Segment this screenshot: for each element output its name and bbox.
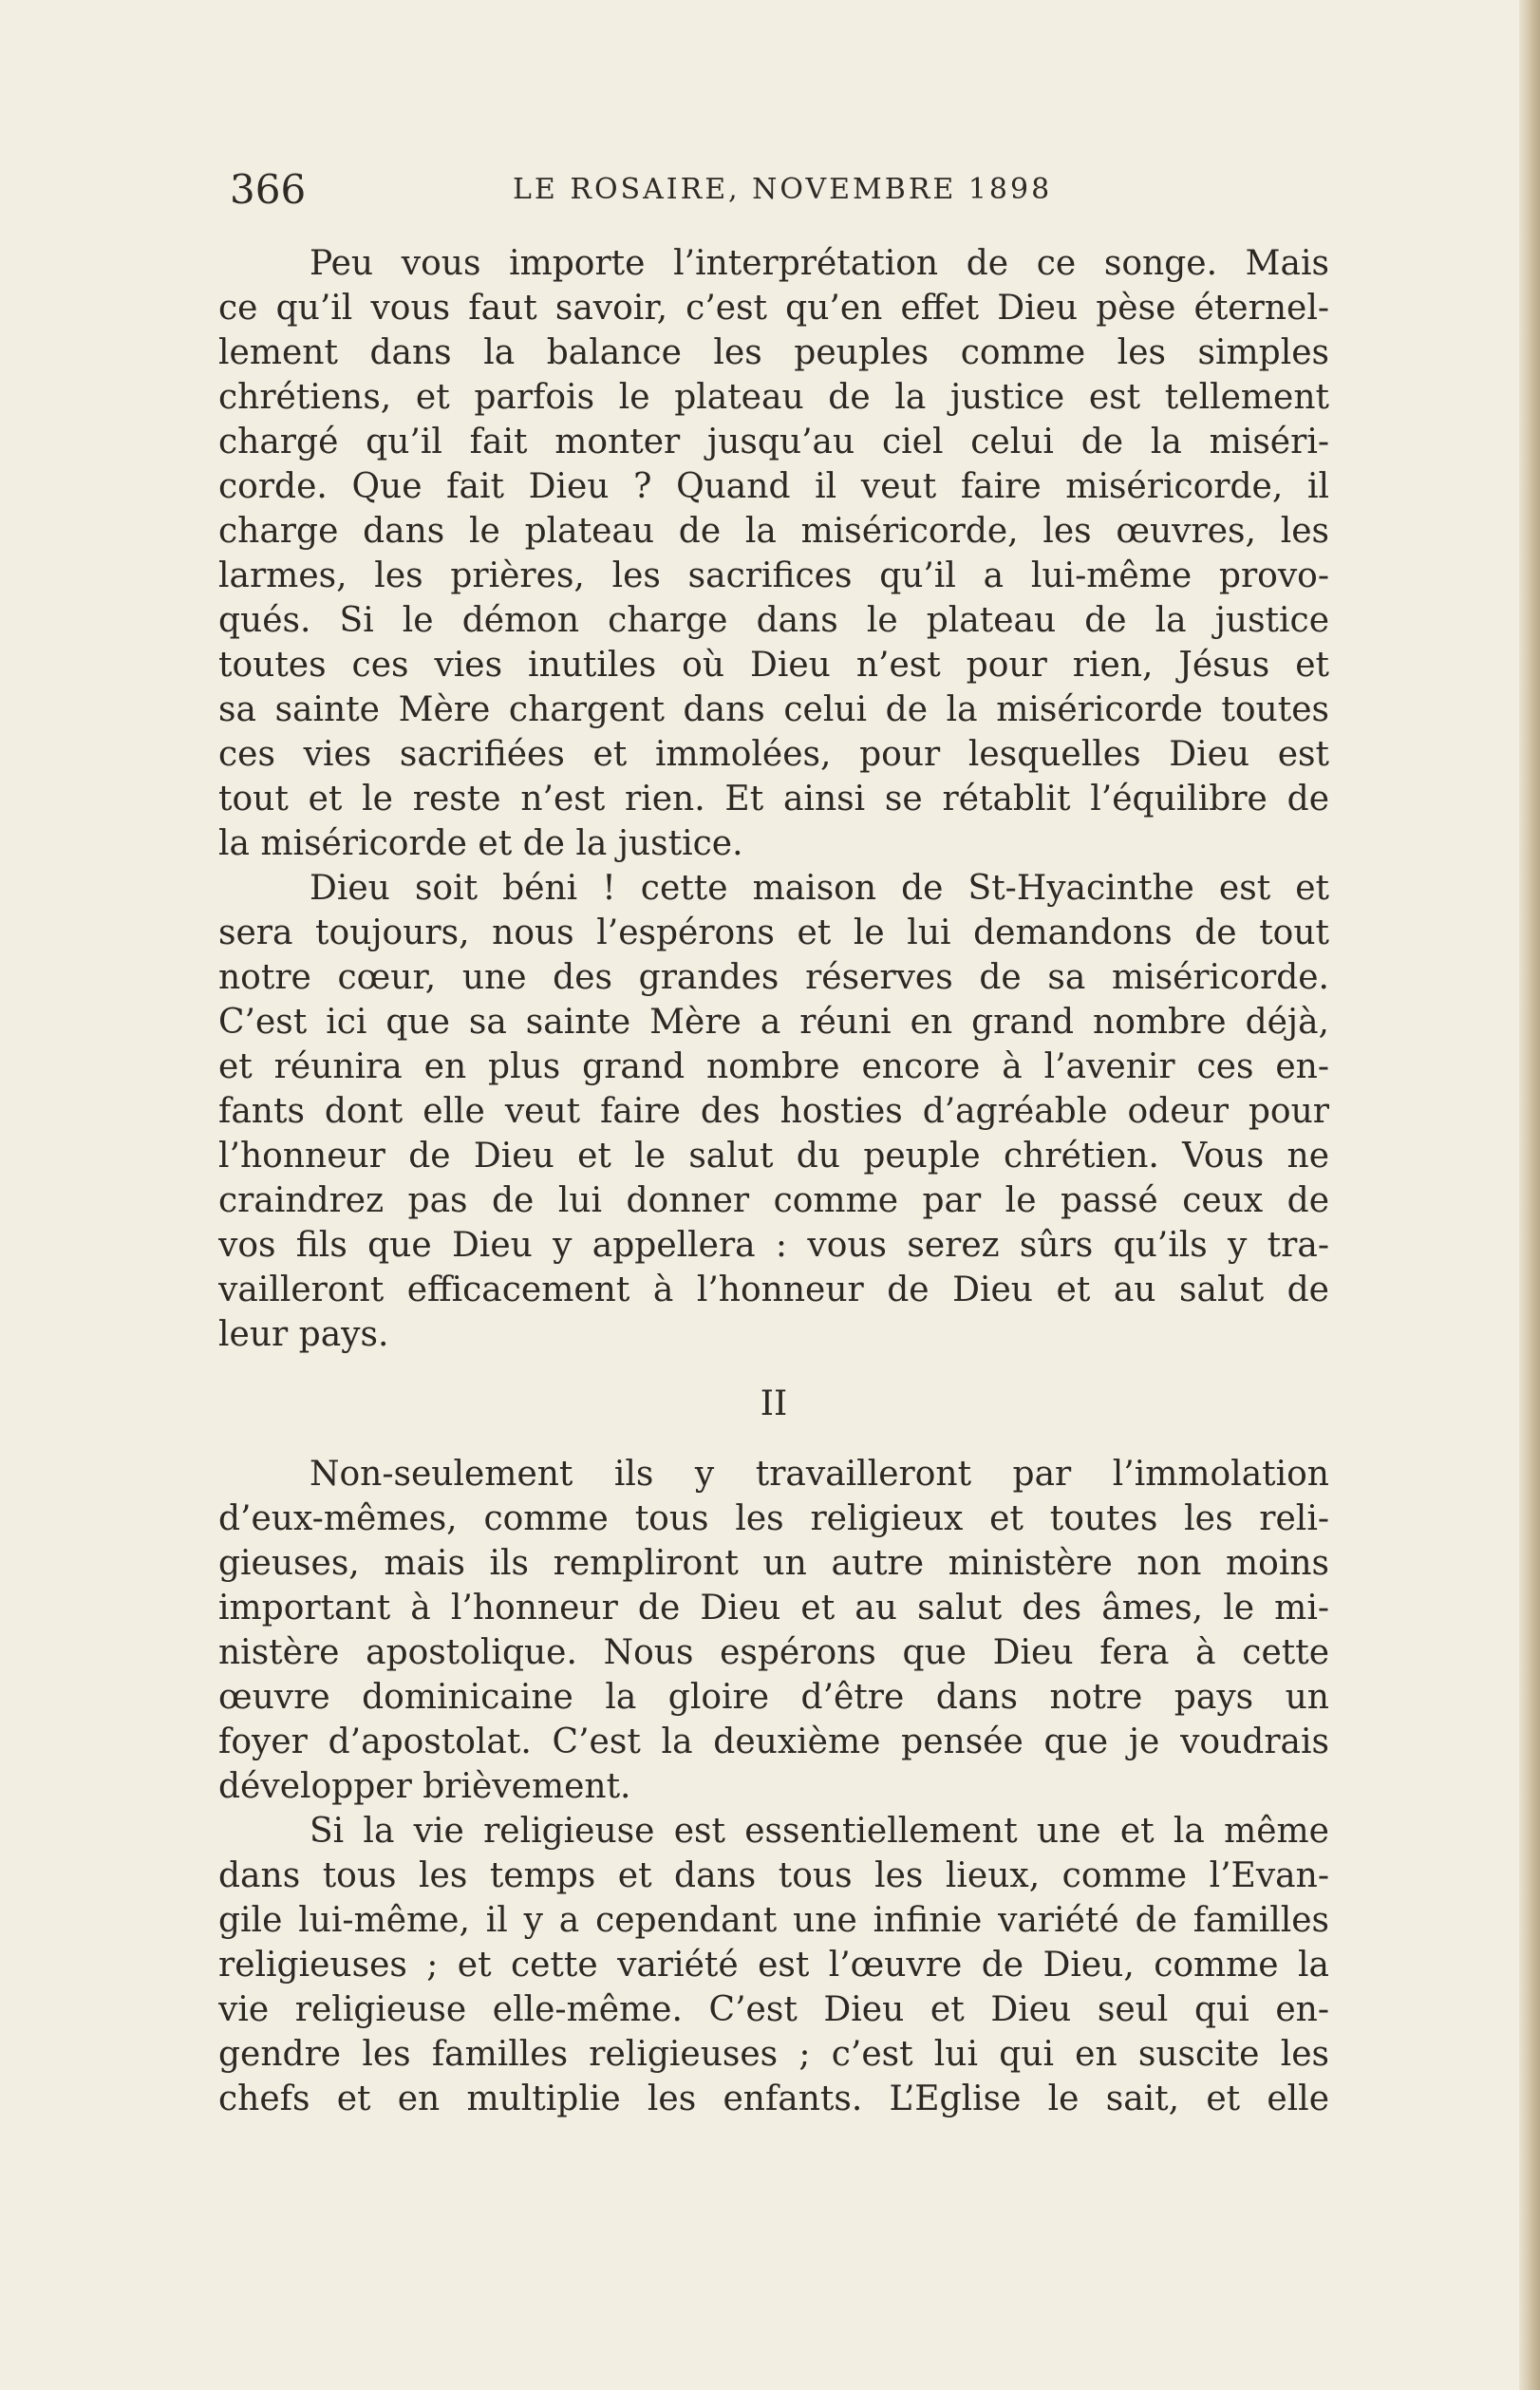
text-line: Si la vie religieuse est essentiellement une et la même: [310, 1812, 1329, 1851]
text-line: ce qu’il vous faut savoir, c’est qu’en effet Dieu pèse éternel-: [218, 289, 1329, 328]
text-line: chrétiens, et parfois le plateau de la justice est tellement: [218, 378, 1329, 417]
text-line: vie religieuse elle-même. C’est Dieu et Dieu seul qui en-: [218, 1990, 1329, 2029]
text-line: dans tous les temps et dans tous les lieux, comme l’Evan-: [218, 1856, 1329, 1895]
text-line: craindrez pas de lui donner comme par le passé ceux de: [218, 1181, 1329, 1220]
text-line: larmes, les prières, les sacrifices qu’il a lui-même provo-: [218, 556, 1329, 595]
text-line: vailleront efficacement à l’honneur de Dieu et au salut de: [218, 1270, 1329, 1309]
text-line: nistère apostolique. Nous espérons que Dieu fera à cette: [218, 1633, 1329, 1672]
text-line: important à l’honneur de Dieu et au salut des âmes, le mi-: [218, 1589, 1329, 1628]
running-title: LE ROSAIRE, NOVEMBRE 1898: [513, 173, 1053, 206]
text-line: sa sainte Mère chargent dans celui de la miséricorde toutes: [218, 690, 1329, 729]
text-line: œuvre dominicaine la gloire d’être dans notre pays un: [218, 1678, 1329, 1717]
text-line: développer brièvement.: [218, 1767, 631, 1806]
text-line: ces vies sacrifiées et immolées, pour lesquelles Dieu est: [218, 735, 1329, 774]
text-line: l’honneur de Dieu et le salut du peuple chrétien. Vous ne: [218, 1137, 1329, 1176]
text-line: gendre les familles religieuses ; c’est lui qui en suscite les: [218, 2035, 1329, 2074]
text-line: gile lui-même, il y a cependant une infinie variété de familles: [218, 1901, 1329, 1940]
section-numeral: II: [760, 1384, 788, 1423]
paragraph-3: [218, 1452, 1329, 1809]
text-line: chargé qu’il fait monter jusqu’au ciel celui de la miséri-: [218, 423, 1329, 461]
page-edge: [1519, 0, 1540, 2390]
text-line: vos fils que Dieu y appellera : vous serez sûrs qu’ils y tra-: [218, 1226, 1329, 1265]
paragraph-1: [218, 241, 1329, 866]
text-line: notre cœur, une des grandes réserves de sa miséricorde.: [218, 958, 1329, 997]
text-line: Peu vous importe l’interprétation de ce songe. Mais: [310, 244, 1329, 283]
text-line: lement dans la balance les peuples comme les simples: [218, 333, 1329, 372]
text-line: leur pays.: [218, 1315, 389, 1354]
text-line: Non-seulement ils y travailleront par l’immolation: [310, 1455, 1329, 1494]
paragraph-4: [218, 1809, 1329, 2121]
text-line: fants dont elle veut faire des hosties d’agréable odeur pour: [218, 1092, 1329, 1131]
text-line: Dieu soit béni ! cette maison de St-Hyacinthe est et: [310, 869, 1329, 908]
text-line: corde. Que fait Dieu ? Quand il veut faire miséricorde, il: [218, 467, 1329, 506]
text-line: tout et le reste n’est rien. Et ainsi se rétablit l’équilibre de: [218, 780, 1329, 819]
page-number: 366: [230, 166, 307, 213]
text-line: la miséricorde et de la justice.: [218, 824, 743, 863]
page-header: [218, 161, 1329, 218]
text-line: toutes ces vies inutiles où Dieu n’est pour rien, Jésus et: [218, 646, 1329, 685]
text-line: religieuses ; et cette variété est l’œuvre de Dieu, comme la: [218, 1946, 1329, 1985]
text-line: charge dans le plateau de la miséricorde, les œuvres, les: [218, 512, 1329, 551]
paragraph-2: [218, 866, 1329, 1357]
text-line: et réunira en plus grand nombre encore à l’avenir ces en-: [218, 1047, 1329, 1086]
text-line: C’est ici que sa sainte Mère a réuni en grand nombre déjà,: [218, 1003, 1329, 1042]
text-line: qués. Si le démon charge dans le plateau de la justice: [218, 601, 1329, 640]
text-line: d’eux-mêmes, comme tous les religieux et toutes les reli-: [218, 1499, 1329, 1538]
text-line: chefs et en multiplie les enfants. L’Eglise le sait, et elle: [218, 2079, 1329, 2118]
text-line: gieuses, mais ils rempliront un autre ministère non moins: [218, 1544, 1329, 1583]
body-text: [218, 241, 1329, 2121]
text-line: sera toujours, nous l’espérons et le lui demandons de tout: [218, 913, 1329, 952]
text-line: foyer d’apostolat. C’est la deuxième pensée que je voudrais: [218, 1722, 1329, 1761]
